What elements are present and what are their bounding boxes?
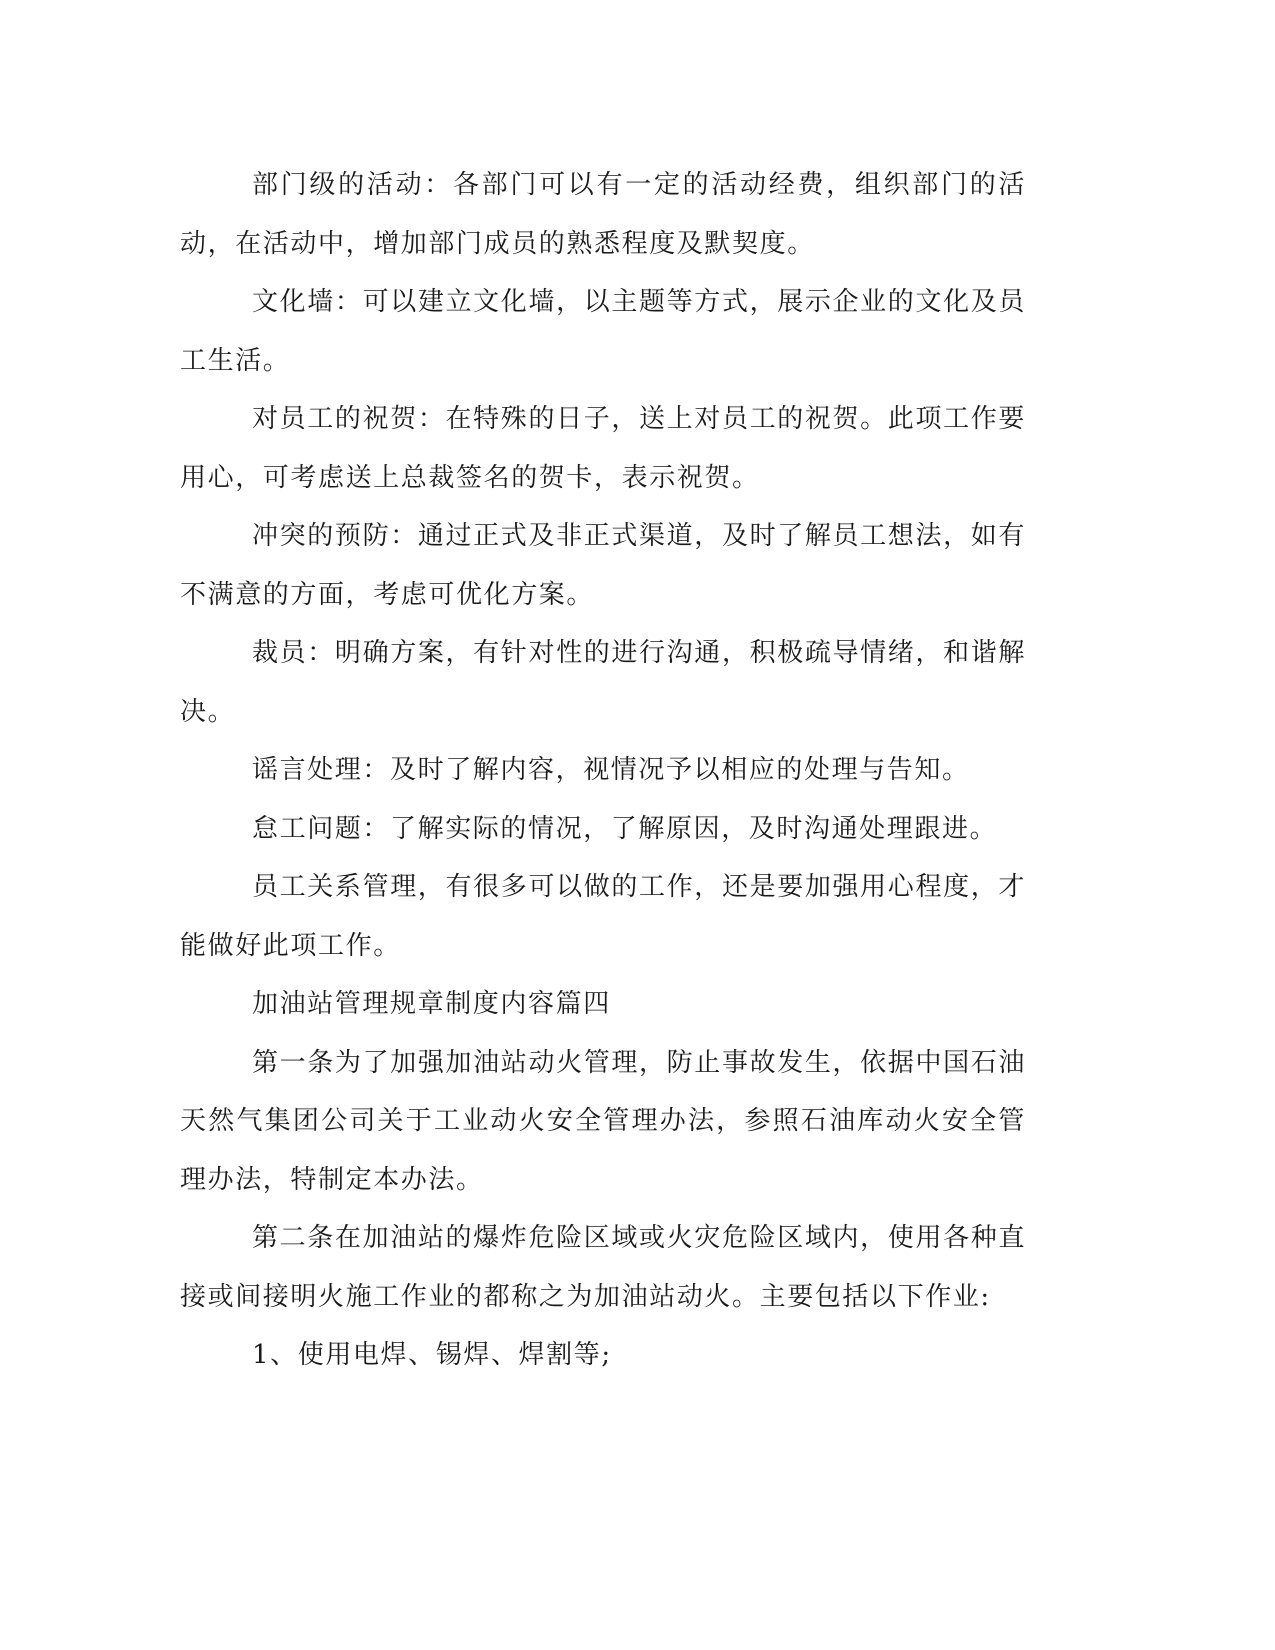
paragraph-slacking: 怠工问题：了解实际的情况，了解原因，及时沟通处理跟进。 — [252, 813, 998, 844]
paragraph-article-two: 第二条在加油站的爆炸危险区域或火灾危险区域内，使用各种直接或间接明火施工作业的都称之为加油站动火。主要包括以下作业: — [180, 1223, 1026, 1312]
paragraph-relations-summary: 员工关系管理，有很多可以做的工作，还是要加强用心程度，才能做好此项工作。 — [180, 872, 1026, 961]
list-item-welding: 1、使用电焊、锡焊、焊割等; — [252, 1340, 612, 1370]
document-page — [180, 156, 1026, 1385]
section-heading: 加油站管理规章制度内容篇四 — [252, 989, 611, 1019]
paragraph-rumor-handling: 谣言处理：及时了解内容，视情况予以相应的处理与告知。 — [252, 755, 970, 785]
paragraph-employee-congratulations: 对员工的祝贺：在特殊的日子，送上对员工的祝贺。此项工作要用心，可考虑送上总裁签名的贺卡，表示祝贺。 — [180, 404, 1026, 493]
paragraph-culture-wall: 文化墙：可以建立文化墙，以主题等方式，展示企业的文化及员工生活。 — [180, 287, 1026, 376]
paragraph-department-activities: 部门级的活动：各部门可以有一定的活动经费，组织部门的活动，在活动中，增加部门成员的熟悉程度及默契度。 — [180, 170, 1026, 259]
paragraph-conflict-prevention: 冲突的预防：通过正式及非正式渠道，及时了解员工想法，如有不满意的方面，考虑可优化方案。 — [180, 521, 1026, 610]
paragraph-layoffs: 裁员：明确方案，有针对性的进行沟通，积极疏导情绪，和谐解决。 — [180, 638, 1026, 727]
paragraph-article-one: 第一条为了加强加油站动火管理，防止事故发生，依据中国石油天然气集团公司关于工业动火安全管理办法，参照石油库动火安全管理办法，特制定本办法。 — [180, 1047, 1026, 1195]
